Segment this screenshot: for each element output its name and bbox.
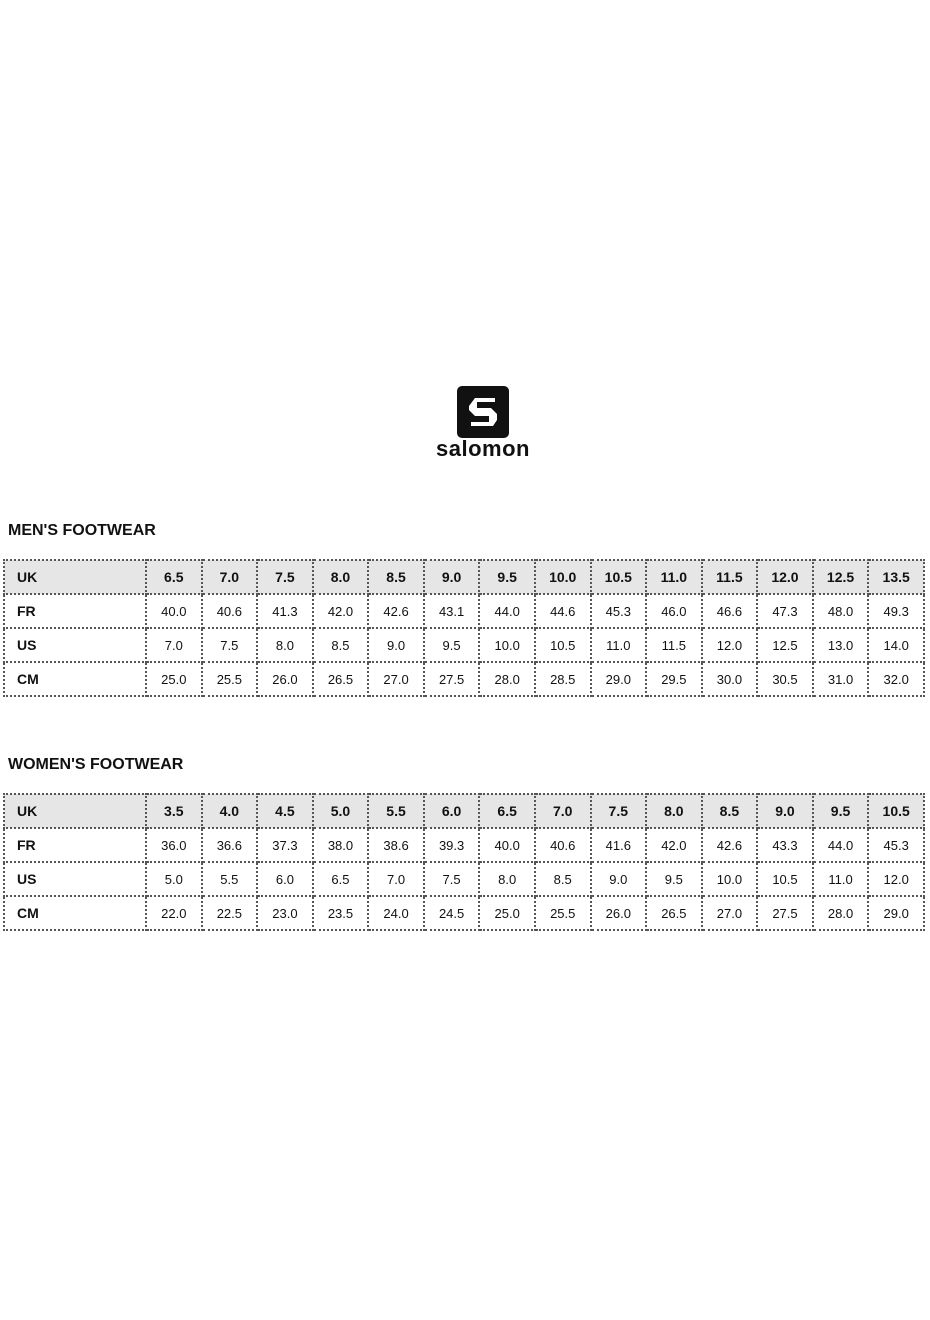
- size-cell: 43.1: [424, 594, 480, 628]
- size-cell: 13.0: [813, 628, 869, 662]
- size-cell: 36.6: [202, 828, 258, 862]
- size-cell: 22.5: [202, 896, 258, 930]
- size-cell: 5.5: [202, 862, 258, 896]
- row-label: FR: [4, 594, 146, 628]
- size-row-uk: [4, 560, 924, 594]
- size-cell: 10.5: [535, 628, 591, 662]
- size-cell: 36.0: [146, 828, 202, 862]
- size-cell: 30.0: [702, 662, 758, 696]
- size-cell: 26.5: [313, 662, 369, 696]
- size-cell: 31.0: [813, 662, 869, 696]
- size-cell: 13.5: [868, 560, 924, 594]
- size-cell: 5.0: [146, 862, 202, 896]
- size-cell: 27.5: [757, 896, 813, 930]
- row-label: UK: [4, 794, 146, 828]
- size-cell: 10.0: [535, 560, 591, 594]
- salomon-logo: [423, 386, 543, 462]
- size-cell: 8.5: [313, 628, 369, 662]
- size-cell: 11.5: [702, 560, 758, 594]
- size-cell: 9.5: [646, 862, 702, 896]
- size-cell: 40.0: [146, 594, 202, 628]
- size-row-fr: [4, 828, 924, 862]
- size-cell: 40.6: [202, 594, 258, 628]
- size-cell: 11.0: [813, 862, 869, 896]
- size-cell: 27.0: [702, 896, 758, 930]
- size-cell: 42.6: [702, 828, 758, 862]
- size-cell: 45.3: [591, 594, 647, 628]
- size-cell: 23.5: [313, 896, 369, 930]
- size-cell: 9.0: [757, 794, 813, 828]
- size-cell: 11.0: [591, 628, 647, 662]
- size-cell: 46.0: [646, 594, 702, 628]
- size-cell: 25.0: [146, 662, 202, 696]
- size-cell: 41.3: [257, 594, 313, 628]
- size-cell: 10.5: [868, 794, 924, 828]
- size-cell: 12.0: [702, 628, 758, 662]
- size-row-us: [4, 862, 924, 896]
- size-cell: 26.5: [646, 896, 702, 930]
- logo-s-icon: [457, 386, 509, 438]
- size-cell: 22.0: [146, 896, 202, 930]
- size-cell: 25.5: [202, 662, 258, 696]
- size-cell: 28.5: [535, 662, 591, 696]
- size-cell: 38.0: [313, 828, 369, 862]
- size-cell: 45.3: [868, 828, 924, 862]
- size-cell: 8.0: [646, 794, 702, 828]
- size-cell: 9.0: [591, 862, 647, 896]
- size-cell: 47.3: [757, 594, 813, 628]
- size-cell: 6.5: [146, 560, 202, 594]
- size-cell: 4.0: [202, 794, 258, 828]
- size-cell: 42.0: [646, 828, 702, 862]
- size-cell: 12.0: [757, 560, 813, 594]
- size-cell: 9.5: [424, 628, 480, 662]
- size-cell: 14.0: [868, 628, 924, 662]
- size-cell: 8.0: [479, 862, 535, 896]
- size-cell: 8.5: [535, 862, 591, 896]
- row-label: CM: [4, 896, 146, 930]
- size-cell: 11.0: [646, 560, 702, 594]
- size-cell: 5.0: [313, 794, 369, 828]
- size-cell: 6.0: [424, 794, 480, 828]
- size-cell: 44.0: [479, 594, 535, 628]
- size-cell: 10.5: [757, 862, 813, 896]
- size-cell: 7.0: [202, 560, 258, 594]
- size-cell: 10.0: [479, 628, 535, 662]
- size-cell: 7.5: [424, 862, 480, 896]
- size-row-cm: [4, 662, 924, 696]
- size-cell: 25.0: [479, 896, 535, 930]
- men-section-title: MEN'S FOOTWEAR: [8, 522, 156, 539]
- size-cell: 7.5: [257, 560, 313, 594]
- row-label: FR: [4, 828, 146, 862]
- size-cell: 10.0: [702, 862, 758, 896]
- size-cell: 7.0: [368, 862, 424, 896]
- size-cell: 43.3: [757, 828, 813, 862]
- size-cell: 5.5: [368, 794, 424, 828]
- size-cell: 6.5: [479, 794, 535, 828]
- row-label: CM: [4, 662, 146, 696]
- size-cell: 40.0: [479, 828, 535, 862]
- size-cell: 9.5: [479, 560, 535, 594]
- size-cell: 30.5: [757, 662, 813, 696]
- size-cell: 8.5: [368, 560, 424, 594]
- size-cell: 12.0: [868, 862, 924, 896]
- row-label: US: [4, 628, 146, 662]
- size-cell: 42.0: [313, 594, 369, 628]
- size-cell: 49.3: [868, 594, 924, 628]
- row-label: US: [4, 862, 146, 896]
- size-cell: 27.5: [424, 662, 480, 696]
- size-cell: 23.0: [257, 896, 313, 930]
- row-label: UK: [4, 560, 146, 594]
- size-cell: 29.0: [591, 662, 647, 696]
- size-cell: 8.0: [313, 560, 369, 594]
- men-size-table: [3, 559, 925, 697]
- size-cell: 24.0: [368, 896, 424, 930]
- size-cell: 10.5: [591, 560, 647, 594]
- size-cell: 6.5: [313, 862, 369, 896]
- size-cell: 7.5: [591, 794, 647, 828]
- women-section-title: WOMEN'S FOOTWEAR: [8, 756, 184, 773]
- size-cell: 27.0: [368, 662, 424, 696]
- size-row-uk: [4, 794, 924, 828]
- size-cell: 9.0: [368, 628, 424, 662]
- size-cell: 4.5: [257, 794, 313, 828]
- women-size-table: [3, 793, 925, 931]
- size-cell: 8.5: [702, 794, 758, 828]
- size-cell: 25.5: [535, 896, 591, 930]
- brand-name: salomon: [436, 436, 530, 461]
- size-cell: 37.3: [257, 828, 313, 862]
- size-cell: 12.5: [757, 628, 813, 662]
- size-cell: 40.6: [535, 828, 591, 862]
- size-cell: 42.6: [368, 594, 424, 628]
- size-cell: 3.5: [146, 794, 202, 828]
- size-cell: 7.0: [146, 628, 202, 662]
- size-row-fr: [4, 594, 924, 628]
- size-row-us: [4, 628, 924, 662]
- size-cell: 48.0: [813, 594, 869, 628]
- size-cell: 29.0: [868, 896, 924, 930]
- size-cell: 44.0: [813, 828, 869, 862]
- size-cell: 26.0: [257, 662, 313, 696]
- size-cell: 12.5: [813, 560, 869, 594]
- size-cell: 28.0: [479, 662, 535, 696]
- size-cell: 44.6: [535, 594, 591, 628]
- size-cell: 11.5: [646, 628, 702, 662]
- size-cell: 7.5: [202, 628, 258, 662]
- size-cell: 24.5: [424, 896, 480, 930]
- size-cell: 39.3: [424, 828, 480, 862]
- size-cell: 7.0: [535, 794, 591, 828]
- size-cell: 41.6: [591, 828, 647, 862]
- size-row-cm: [4, 896, 924, 930]
- size-cell: 8.0: [257, 628, 313, 662]
- size-cell: 9.5: [813, 794, 869, 828]
- size-cell: 6.0: [257, 862, 313, 896]
- size-cell: 46.6: [702, 594, 758, 628]
- size-cell: 28.0: [813, 896, 869, 930]
- size-cell: 32.0: [868, 662, 924, 696]
- size-cell: 9.0: [424, 560, 480, 594]
- size-cell: 26.0: [591, 896, 647, 930]
- size-cell: 38.6: [368, 828, 424, 862]
- size-cell: 29.5: [646, 662, 702, 696]
